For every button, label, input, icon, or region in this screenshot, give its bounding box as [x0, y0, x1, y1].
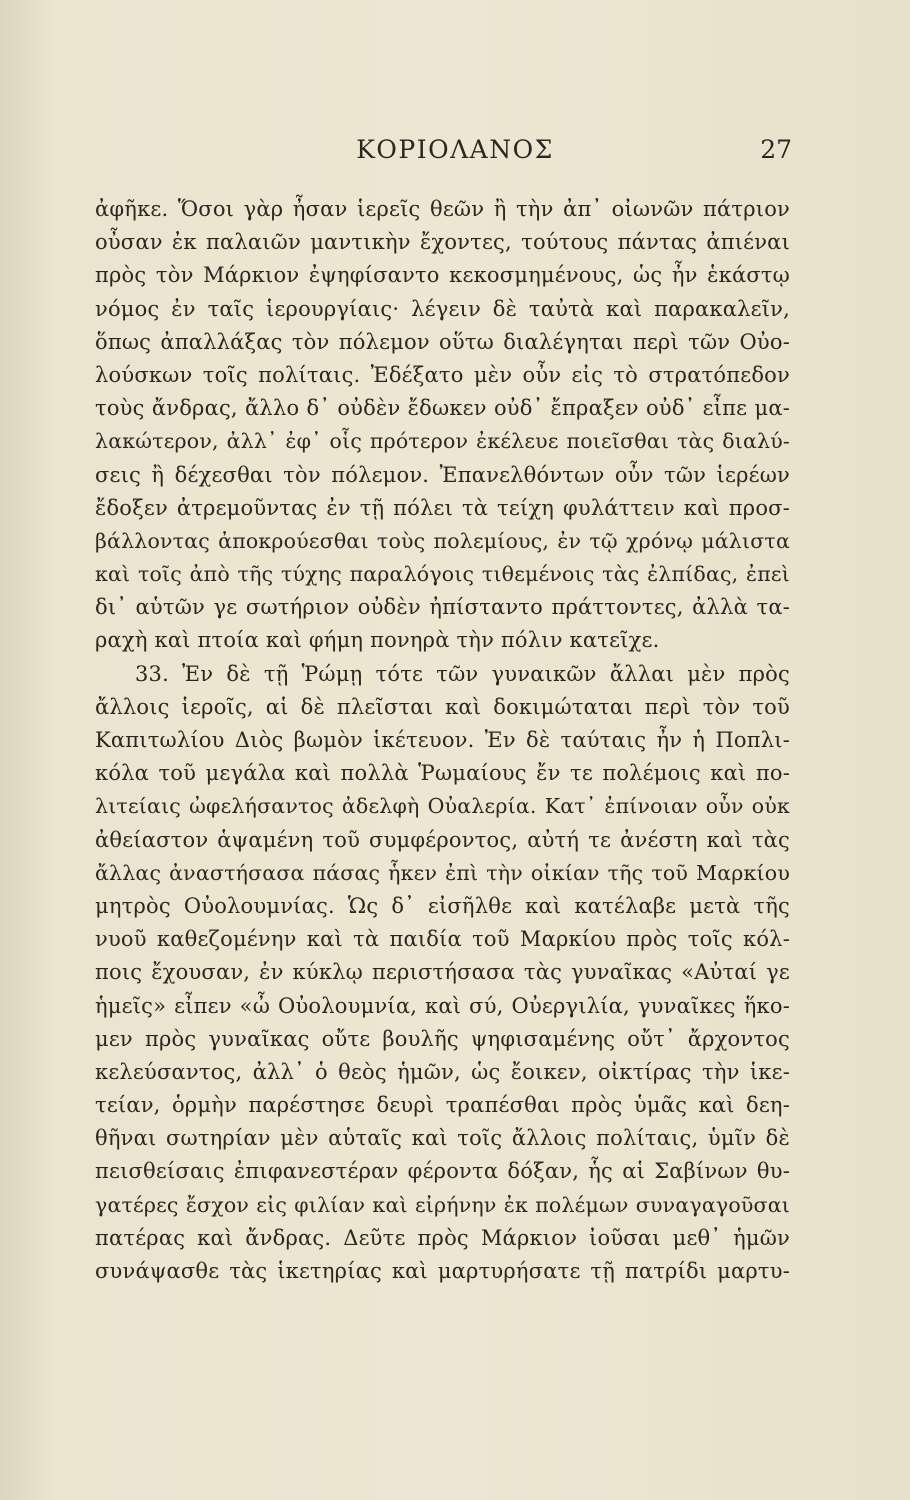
text-line: Καπιτωλίου Διὸς βωμὸν ἱκέτευον. Ἐν δὲ ταύταις ἦν ἡ Ποπλι-: [95, 728, 790, 752]
text-line: λακώτερον, ἀλλ᾿ ἐφ᾿ οἷς πρότερον ἐκέλευε ποιεῖσθαι τὰς διαλύ-: [95, 429, 790, 454]
text-line: σεις ἢ δέχεσθαι τὸν πόλεμον. Ἐπανελθόντων οὖν τῶν ἱερέων: [95, 462, 790, 487]
text-line: τείαν, ὁρμὴν παρέστησε δευρὶ τραπέσθαι πρὸς ὑμᾶς καὶ δεη-: [95, 1093, 790, 1118]
running-head: [0, 135, 910, 175]
text-line: πατέρας καὶ ἄνδρας. Δεῦτε πρὸς Μάρκιον ἰοῦσαι μεθ᾿ ἡμῶν: [95, 1225, 790, 1250]
text-line: κελεύσαντος, ἀλλ᾿ ὁ θεὸς ἡμῶν, ὡς ἔοικεν, οἰκτίρας τὴν ἱκε-: [95, 1059, 790, 1084]
text-line: μεν πρὸς γυναῖκας οὔτε βουλῆς ψηφισαμένης οὔτ᾿ ἄρχοντος: [95, 1026, 790, 1051]
text-line: νόμος ἐν ταῖς ἱερουργίαις· λέγειν δὲ ταὐτὰ καὶ παρακαλεῖν,: [95, 296, 790, 321]
text-line: πρὸς τὸν Μάρκιον ἐψηφίσαντο κεκοσμημένους, ὡς ἦν ἑκάστῳ: [95, 263, 790, 288]
text-line: ποις ἔχουσαν, ἐν κύκλῳ περιστήσασα τὰς γυναῖκας «Αὐταί γε: [95, 960, 790, 985]
text-line: συνάψασθε τὰς ἱκετηρίας καὶ μαρτυρήσατε τῇ πατρίδι μαρτυ-: [95, 1259, 790, 1283]
paragraph-end-line: ραχὴ καὶ πτοία καὶ φήμη πονηρὰ τὴν πόλιν κατεῖχε.: [95, 628, 660, 653]
text-line: ἀφῆκε. Ὅσοι γὰρ ἦσαν ἱερεῖς θεῶν ἢ τὴν ἀπ᾿ οἰωνῶν πάτριον: [95, 197, 790, 221]
text-line: λιτείαις ὠφελήσαντος ἀδελφὴ Οὐαλερία. Κατ᾿ ἐπίνοιαν οὖν οὐκ: [95, 794, 790, 819]
page-number: 27: [760, 135, 792, 164]
text-line: γατέρες ἔσχον εἰς φιλίαν καὶ εἰρήνην ἐκ πολέμων συναγαγοῦσαι: [95, 1192, 790, 1217]
text-line: θῆναι σωτηρίαν μὲν αὑταῖς καὶ τοῖς ἄλλοις πολίταις, ὑμῖν δὲ: [95, 1126, 790, 1151]
running-title: ΚΟΡΙΟΛΑΝΟΣ: [356, 135, 554, 164]
text-line: δι᾿ αὑτῶν γε σωτήριον οὐδὲν ἠπίσταντο πράττοντες, ἀλλὰ τα-: [95, 595, 790, 620]
text-line: νυοῦ καθεζομένην καὶ τὰ παιδία τοῦ Μαρκίου πρὸς τοῖς κόλ-: [95, 927, 790, 952]
text-line: κόλα τοῦ μεγάλα καὶ πολλὰ Ῥωμαίους ἔν τε πολέμοις καὶ πο-: [95, 761, 790, 786]
text-line: οὖσαν ἐκ παλαιῶν μαντικὴν ἔχοντες, τούτους πάντας ἀπιέναι: [95, 230, 790, 255]
text-line: ἄλλοις ἱεροῖς, αἱ δὲ πλεῖσται καὶ δοκιμώταται περὶ τὸν τοῦ: [95, 694, 790, 719]
text-line: ἀθείαστον ἁψαμένη τοῦ συμφέροντος, αὐτή τε ἀνέστη καὶ τὰς: [95, 827, 790, 852]
text-line: ἄλλας ἀναστήσασα πάσας ἧκεν ἐπὶ τὴν οἰκίαν τῆς τοῦ Μαρκίου: [95, 860, 790, 885]
text-line: ἔδοξεν ἀτρεμοῦντας ἐν τῇ πόλει τὰ τείχη φυλάττειν καὶ προσ-: [95, 495, 790, 520]
section-33-first-line: 33. Ἐν δὲ τῇ Ῥώμῃ τότε τῶν γυναικῶν ἄλλαι μὲν πρὸς: [135, 661, 790, 686]
text-line: τοὺς ἄνδρας, ἄλλο δ᾿ οὐδὲν ἔδωκεν οὐδ᾿ ἔπραξεν οὐδ᾿ εἶπε μα-: [95, 396, 790, 421]
text-line: μητρὸς Οὐολουμνίας. Ὡς δ᾿ εἰσῆλθε καὶ κατέλαβε μετὰ τῆς: [95, 893, 790, 918]
text-line: καὶ τοῖς ἀπὸ τῆς τύχης παραλόγοις τιθεμένοις τὰς ἐλπίδας, ἐπεὶ: [95, 562, 790, 587]
body-text: [95, 193, 790, 1288]
text-line: ἡμεῖς» εἶπεν «ὦ Οὐολουμνία, καὶ σύ, Οὐεργιλία, γυναῖκες ἥκο-: [95, 993, 790, 1018]
text-line: πεισθείσαις ἐπιφανεστέραν φέροντα δόξαν, ἧς αἱ Σαβίνων θυ-: [95, 1159, 790, 1184]
text-line: ὅπως ἀπαλλάξας τὸν πόλεμον οὕτω διαλέγηται περὶ τῶν Οὐο-: [95, 329, 790, 354]
text-line: λούσκων τοῖς πολίταις. Ἐδέξατο μὲν οὖν εἰς τὸ στρατόπεδον: [95, 362, 790, 387]
text-line: βάλλοντας ἀποκρούεσθαι τοὺς πολεμίους, ἐν τῷ χρόνῳ μάλιστα: [95, 528, 790, 553]
